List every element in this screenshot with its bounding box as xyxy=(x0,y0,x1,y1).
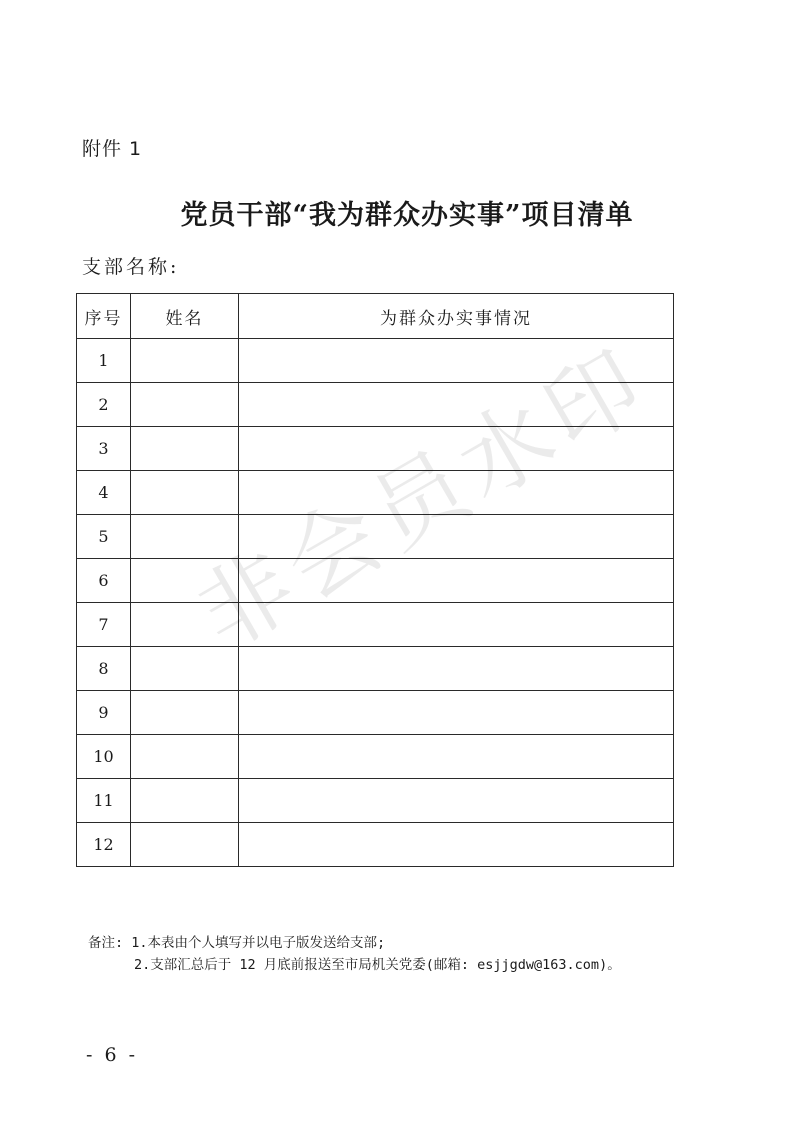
name-cell[interactable] xyxy=(131,515,239,559)
table-header-row xyxy=(77,294,674,339)
row-number: 7 xyxy=(77,603,131,647)
detail-cell[interactable] xyxy=(239,647,674,691)
detail-cell[interactable] xyxy=(239,427,674,471)
name-cell[interactable] xyxy=(131,647,239,691)
table-row xyxy=(77,559,674,603)
detail-cell[interactable] xyxy=(239,691,674,735)
detail-cell[interactable] xyxy=(239,603,674,647)
row-number: 6 xyxy=(77,559,131,603)
notes-section xyxy=(88,932,621,976)
row-number: 3 xyxy=(77,427,131,471)
table-row xyxy=(77,779,674,823)
page-title: 党员干部“我为群众办实事”项目清单 xyxy=(180,200,634,231)
name-cell[interactable] xyxy=(131,383,239,427)
detail-cell[interactable] xyxy=(239,515,674,559)
detail-cell[interactable] xyxy=(239,559,674,603)
detail-cell[interactable] xyxy=(239,735,674,779)
detail-cell[interactable] xyxy=(239,779,674,823)
header-service-detail: 为群众办实事情况 xyxy=(239,294,674,339)
name-cell[interactable] xyxy=(131,559,239,603)
row-number: 2 xyxy=(77,383,131,427)
detail-cell[interactable] xyxy=(239,823,674,867)
name-cell[interactable] xyxy=(131,735,239,779)
table-row xyxy=(77,471,674,515)
table-row xyxy=(77,515,674,559)
header-name: 姓名 xyxy=(131,294,239,339)
attachment-label: 附件 1 xyxy=(82,138,143,160)
name-cell[interactable] xyxy=(131,603,239,647)
table-row xyxy=(77,647,674,691)
note-line-1: 备注: 1.本表由个人填写并以电子版发送给支部; xyxy=(88,935,386,951)
row-number: 4 xyxy=(77,471,131,515)
name-cell[interactable] xyxy=(131,823,239,867)
detail-cell[interactable] xyxy=(239,383,674,427)
name-cell[interactable] xyxy=(131,339,239,383)
page-number: - 6 - xyxy=(86,1044,139,1066)
table-row xyxy=(77,427,674,471)
table-row xyxy=(77,383,674,427)
row-number: 5 xyxy=(77,515,131,559)
name-cell[interactable] xyxy=(131,427,239,471)
row-number: 1 xyxy=(77,339,131,383)
row-number: 9 xyxy=(77,691,131,735)
branch-name-label: 支部名称: xyxy=(82,256,180,278)
detail-cell[interactable] xyxy=(239,339,674,383)
header-serial-number: 序号 xyxy=(77,294,131,339)
table-row xyxy=(77,823,674,867)
note-line-2: 2.支部汇总后于 12 月底前报送至市局机关党委(邮箱: esjjgdw@163.com)。 xyxy=(134,957,621,973)
name-cell[interactable] xyxy=(131,779,239,823)
row-number: 10 xyxy=(77,735,131,779)
project-list-table xyxy=(76,293,674,867)
row-number: 8 xyxy=(77,647,131,691)
row-number: 12 xyxy=(77,823,131,867)
detail-cell[interactable] xyxy=(239,471,674,515)
table-row xyxy=(77,339,674,383)
name-cell[interactable] xyxy=(131,471,239,515)
table-row xyxy=(77,735,674,779)
table-row xyxy=(77,603,674,647)
table-row xyxy=(77,691,674,735)
name-cell[interactable] xyxy=(131,691,239,735)
row-number: 11 xyxy=(77,779,131,823)
watermark-text: 非会员水印 xyxy=(180,327,667,670)
